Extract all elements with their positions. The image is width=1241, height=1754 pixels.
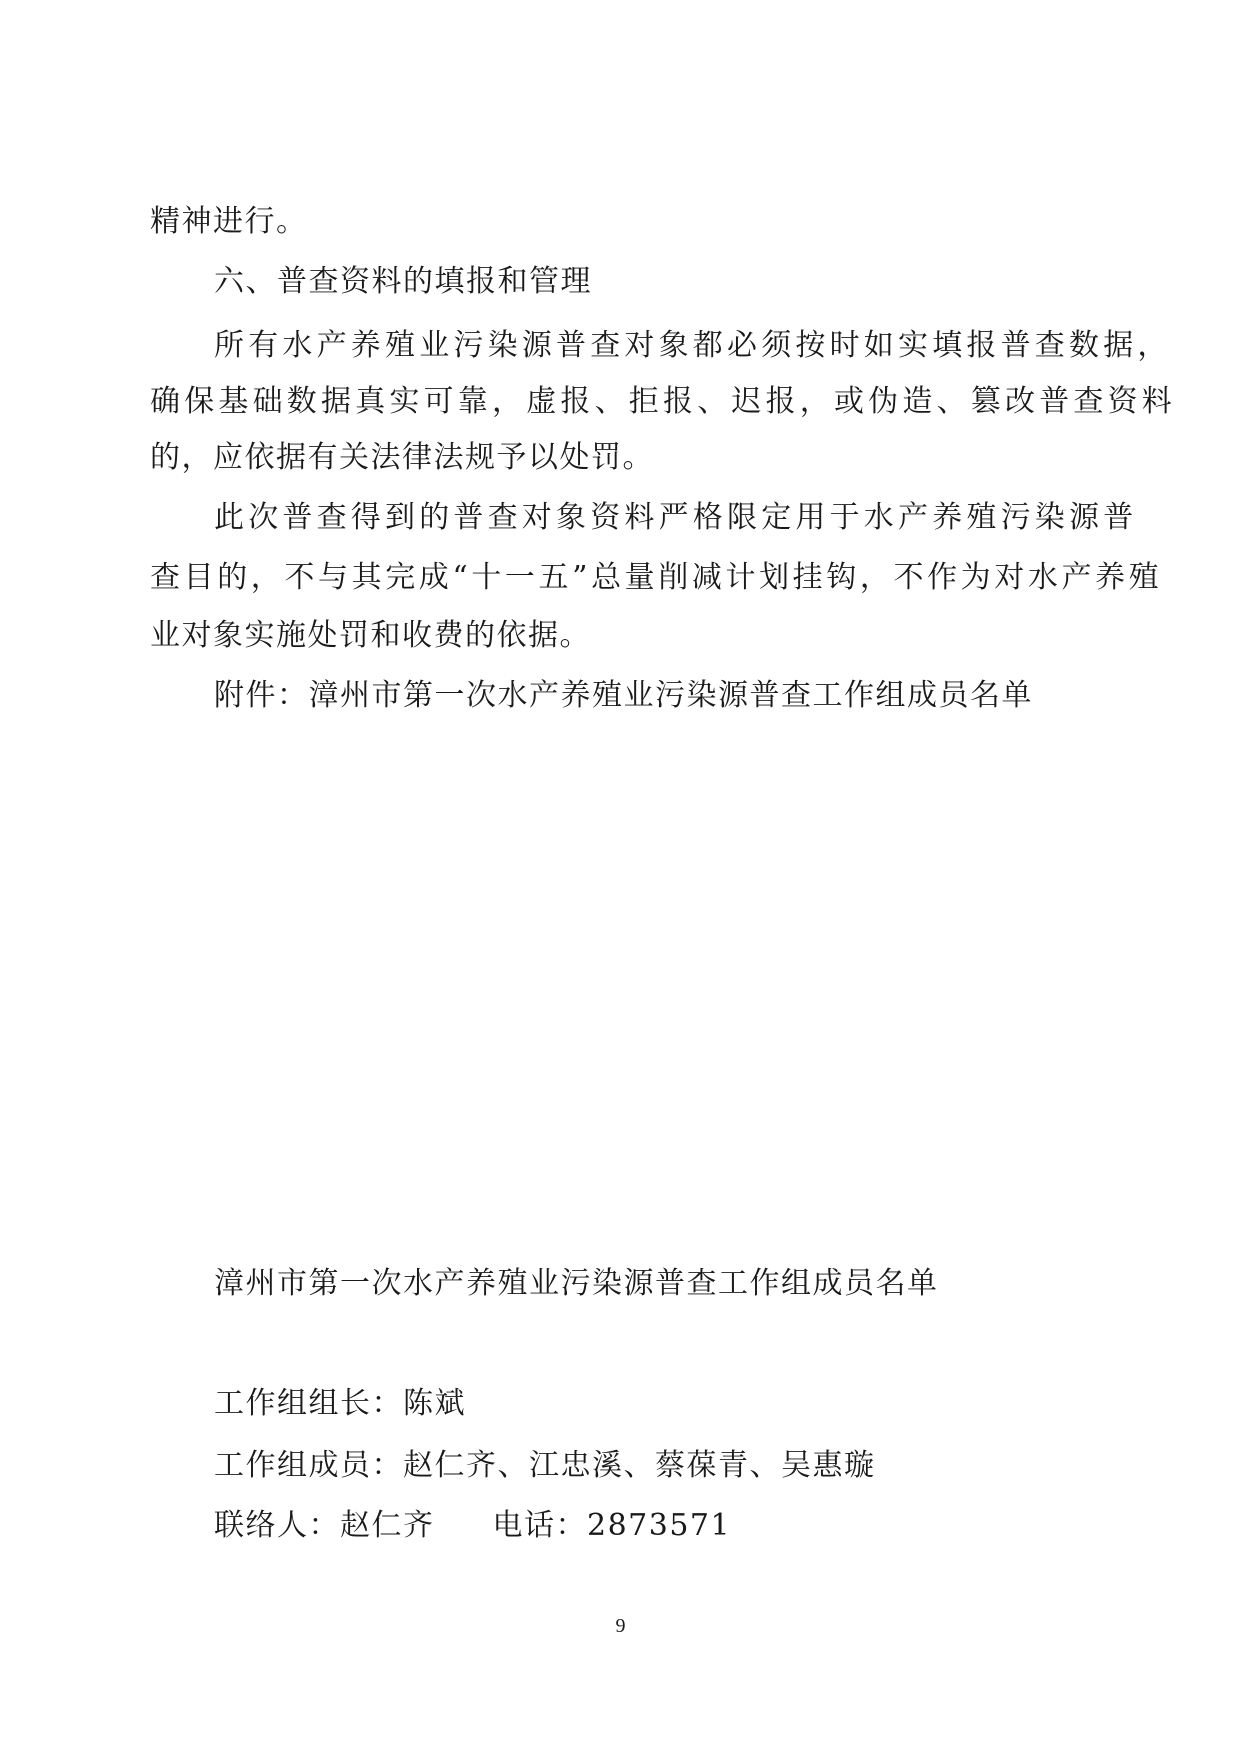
paragraph-line: 业对象实施处罚和收费的依据。 xyxy=(150,618,591,653)
paragraph-line: 此次普查得到的普查对象资料严格限定用于水产养殖污染源普 xyxy=(214,500,1138,535)
paragraph-line: 所有水产养殖业污染源普查对象都必须按时如实填报普查数据， xyxy=(214,328,1172,363)
paragraph-line: 精神进行。 xyxy=(150,204,308,239)
page-number: 9 xyxy=(615,1615,626,1637)
section-heading: 六、普查资料的填报和管理 xyxy=(214,264,592,299)
attachment-line: 附件：漳州市第一次水产养殖业污染源普查工作组成员名单 xyxy=(214,678,1033,713)
contact-line xyxy=(214,1506,731,1546)
paragraph-line: 的，应依据有关法律法规予以处罚。 xyxy=(150,440,654,475)
contact-person: 联络人：赵仁齐 xyxy=(214,1508,435,1543)
appendix-title: 漳州市第一次水产养殖业污染源普查工作组成员名单 xyxy=(214,1266,939,1301)
paragraph-line: 查目的，不与其完成“十一五”总量削减计划挂钩，不作为对水产养殖 xyxy=(150,560,1163,595)
paragraph-line: 确保基础数据真实可靠，虚报、拒报、迟报，或伪造、篡改普查资料 xyxy=(150,384,1176,419)
team-leader-line: 工作组组长：陈斌 xyxy=(214,1386,466,1421)
team-members-line: 工作组成员：赵仁齐、江忠溪、蔡葆青、吴惠璇 xyxy=(214,1448,876,1483)
contact-phone: 电话：2873571 xyxy=(492,1508,732,1543)
